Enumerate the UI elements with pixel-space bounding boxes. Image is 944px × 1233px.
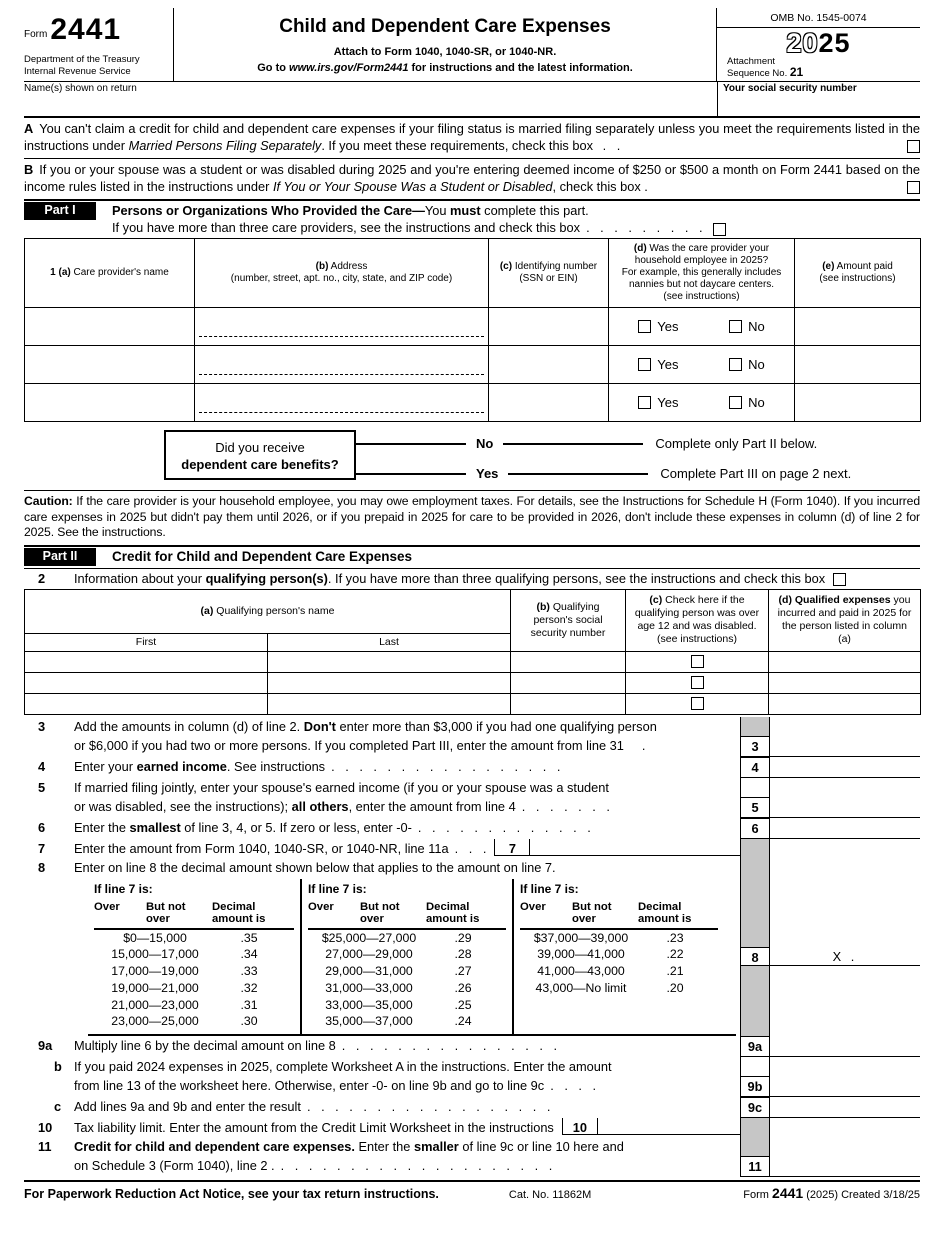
- line-8-box-strip: [740, 877, 770, 1037]
- form-number: 2441: [50, 13, 122, 46]
- part2-header: [24, 545, 920, 568]
- line-9a-amount-field[interactable]: [770, 1036, 920, 1057]
- benefits-question-box: Did you receive dependent care benefits?: [164, 430, 356, 480]
- caution-note: Caution: If the care provider is your household employee, you may owe employment taxes. For details, see the Instructions for Schedule H (Form 1040). If you incurred care expenses in 2025 but didn't pay them until 2026, or if you prepaid in 2025 for care to be provided in 2026, don't include these expenses in column (d) of line 2 for 2025. See the instructions.: [24, 490, 920, 545]
- col-over12-disabled: (c) Check here if the qualifying person was over age 12 and was disabled. (see instructions): [626, 589, 769, 651]
- first-name-field[interactable]: [25, 672, 268, 693]
- provider-amount-field[interactable]: [795, 346, 921, 384]
- col-address: (b) Address (number, street, apt. no., city, state, and ZIP code): [195, 239, 489, 308]
- first-name-field[interactable]: [25, 693, 268, 714]
- care-provider-table: [24, 238, 921, 422]
- last-name-label: Last: [268, 633, 511, 651]
- line-10-amount-field[interactable]: [598, 1118, 740, 1135]
- ssn-label: Your social security number: [723, 83, 857, 94]
- irs-url: www.irs.gov/Form2441: [289, 62, 409, 74]
- decimal-table-region: [24, 877, 920, 1037]
- line-5-number-box: 5: [740, 797, 770, 818]
- line-8-number-box: 8: [741, 947, 769, 966]
- qualifying-row-2: [25, 672, 921, 693]
- last-name-field[interactable]: [268, 672, 511, 693]
- qualifying-ssn-field[interactable]: [511, 651, 626, 672]
- provider-amount-field[interactable]: [795, 384, 921, 422]
- attachment-sequence: Attachment Sequence No. 21: [727, 56, 804, 79]
- provider-employee-choice: Yes No: [609, 308, 795, 346]
- line-7: 7 Enter the amount from Form 1040, 1040-SR, or 1040-NR, line 11a . . . 7: [24, 839, 920, 858]
- line-6: 6 Enter the smallest of line 3, 4, or 5. If zero or less, enter -0- . . . . . . . . . . . . . 6: [24, 818, 920, 839]
- line-10: 10 Tax liability limit. Enter the amount from the Credit Limit Worksheet in the instructions 10: [24, 1118, 920, 1137]
- checkbox-more-persons[interactable]: [833, 573, 846, 586]
- form-header: [24, 8, 920, 82]
- branch-yes: Yes Complete Part III on page 2 next.: [356, 466, 851, 481]
- provider-name-field[interactable]: [25, 346, 195, 384]
- provider-name-field[interactable]: [25, 384, 195, 422]
- line-5b: or was disabled, see the instructions); all others, enter the amount from line 4 . . . . . . . 5: [24, 797, 920, 818]
- qualifying-ssn-field[interactable]: [511, 693, 626, 714]
- provider-header-row: [25, 239, 921, 308]
- shaded-cell: [740, 858, 770, 877]
- line-9a-number-box: 9a: [740, 1036, 770, 1057]
- name-input-area[interactable]: [24, 82, 717, 116]
- qualified-expenses-field[interactable]: [769, 672, 921, 693]
- goto-instruction: Go to www.irs.gov/Form2441 for instructions and the latest information.: [257, 62, 633, 74]
- col-identifying-number: (c) Identifying number (SSN or EIN): [489, 239, 609, 308]
- line-8: 8 Enter on line 8 the decimal amount shown below that applies to the amount on line 7.: [24, 858, 920, 877]
- checkbox-no[interactable]: [729, 396, 742, 409]
- shaded-cell: [740, 1118, 770, 1137]
- line-10-number-box: 10: [562, 1118, 598, 1135]
- line-7-number-box: 7: [494, 839, 530, 856]
- qualified-expenses-field[interactable]: [769, 651, 921, 672]
- name-ssn-row: [24, 82, 920, 118]
- catalog-number: Cat. No. 11862M: [508, 1189, 592, 1202]
- first-name-label: First: [25, 633, 268, 651]
- checkbox-a[interactable]: [907, 140, 920, 153]
- qualifying-row-1: [25, 651, 921, 672]
- checkbox-yes[interactable]: [638, 396, 651, 409]
- provider-address-field[interactable]: [195, 346, 489, 384]
- part2-label: Part II: [24, 548, 96, 566]
- decimal-group-1: If line 7 is: Over But not over Decimal amount is $0—15,000 .35 15,000—17,000 .34 17,000—19,000 .33 19,000—21,000 .32 21,000—23,000 .31 23,000—25,000 .30: [88, 879, 300, 1035]
- page-footer: [24, 1180, 920, 1203]
- paperwork-notice: For Paperwork Reduction Act Notice, see your tax return instructions.: [24, 1187, 439, 1202]
- col-amount-paid: (e) Amount paid (see instructions): [795, 239, 921, 308]
- col-qualifying-name: (a) Qualifying person's name: [25, 589, 511, 633]
- col-household-employee: (d) Was the care provider your household employee in 2025? For example, this generally includes nannies but not daycare centers. (see instructions): [609, 239, 795, 308]
- line-9b2: from line 13 of the worksheet here. Otherwise, enter -0- on line 9b and go to line 9c . . . . 9b: [24, 1076, 920, 1097]
- notice-b: B If you or your spouse was a student or was disabled during 2025 and you're entering deemed income of $250 or $500 a month on Form 2441 based on the income rules listed in the instructions under If You or Your Spouse Was a Student or Disabled, check this box .: [24, 162, 920, 194]
- line-9b-amount-field[interactable]: [770, 1076, 920, 1097]
- checkbox-yes[interactable]: [638, 320, 651, 333]
- omb-number: OMB No. 1545-0074: [717, 8, 920, 28]
- line-3b: or $6,000 if you had two or more persons. If you completed Part III, enter the amount from line 31 . 3: [24, 736, 920, 757]
- col-qualified-expenses: (d) Qualified expenses you incurred and paid in 2025 for the person listed in column (a): [769, 589, 921, 651]
- last-name-field[interactable]: [268, 651, 511, 672]
- line-8-amount-strip: [770, 877, 920, 1037]
- line-6-number-box: 6: [740, 818, 770, 839]
- form-title-block: [174, 8, 717, 81]
- line-4-amount-field[interactable]: [770, 757, 920, 778]
- col-provider-name: 1 (a) Care provider's name: [25, 239, 195, 308]
- part1-header: [24, 199, 920, 238]
- form-footer-id: Form 2441 (2025) Created 3/18/25: [743, 1185, 920, 1202]
- provider-row-2: [25, 346, 921, 384]
- checkbox-no[interactable]: [729, 320, 742, 333]
- provider-employee-choice: Yes No: [609, 384, 795, 422]
- provider-employee-choice: Yes No: [609, 346, 795, 384]
- provider-amount-field[interactable]: [795, 308, 921, 346]
- part1-label: Part I: [24, 202, 96, 220]
- part1-title: Persons or Organizations Who Provided the Care—You must complete this part. If you have more than three care providers, see the instructions and check this box . . . . . . . . .: [96, 202, 920, 236]
- line-9b-number-box: 9b: [740, 1076, 770, 1097]
- line-4: 4 Enter your earned income. See instructions . . . . . . . . . . . . . . . . . 4: [24, 757, 920, 778]
- provider-id-field[interactable]: [489, 308, 609, 346]
- qualifying-row-3: [25, 693, 921, 714]
- branch-no: No Complete only Part II below.: [356, 436, 817, 451]
- line-6-amount-field[interactable]: [770, 818, 920, 839]
- notice-a: A You can't claim a credit for child and dependent care expenses if your filing status is married filing separately unless you meet the requirements listed in the instructions under Married Persons Filing Separately. If you meet these requirements, check this box . .: [24, 118, 920, 159]
- provider-row-1: [25, 308, 921, 346]
- first-name-field[interactable]: [25, 651, 268, 672]
- checkbox-disabled[interactable]: [691, 655, 704, 668]
- line-3-amount-field[interactable]: [770, 736, 920, 757]
- shaded-cell: [740, 1137, 770, 1156]
- checkbox-no[interactable]: [729, 358, 742, 371]
- tax-year: 2025: [786, 28, 851, 58]
- line-4-number-box: 4: [740, 757, 770, 778]
- line-9c-amount-field[interactable]: [770, 1097, 920, 1118]
- line-11-number-box: 11: [740, 1156, 770, 1177]
- shaded-cell: [740, 839, 770, 858]
- checkbox-disabled[interactable]: [691, 676, 704, 689]
- checkbox-yes[interactable]: [638, 358, 651, 371]
- line-9a: 9a Multiply line 6 by the decimal amount on line 8 . . . . . . . . . . . . . . . . 9a: [24, 1036, 920, 1057]
- part2-title: Credit for Child and Dependent Care Expenses: [112, 548, 413, 564]
- qualifying-persons-table: [24, 589, 921, 715]
- checkbox-disabled[interactable]: [691, 697, 704, 710]
- decimal-group-3: If line 7 is: Over But not over Decimal amount is $37,000—39,000 .23 39,000—41,000 .22 41,000—43,000 .21 43,000—No limit .20: [512, 879, 724, 1035]
- line-9c: c Add lines 9a and 9b and enter the result . . . . . . . . . . . . . . . . . . 9c: [24, 1097, 920, 1118]
- line-9b: b If you paid 2024 expenses in 2025, complete Worksheet A in the instructions. Enter the amount: [24, 1057, 920, 1076]
- provider-address-field[interactable]: [195, 308, 489, 346]
- line-9c-number-box: 9c: [740, 1097, 770, 1118]
- provider-row-3: [25, 384, 921, 422]
- line-5-amount-field[interactable]: [770, 797, 920, 818]
- line-3: 3 Add the amounts in column (d) of line 2. Don't enter more than $3,000 if you had one qualifying person: [24, 717, 920, 736]
- line-7-amount-field[interactable]: [530, 839, 740, 856]
- provider-id-field[interactable]: [489, 346, 609, 384]
- attach-instruction: Attach to Form 1040, 1040-SR, or 1040-NR.: [333, 46, 557, 58]
- form-word: Form: [24, 29, 48, 40]
- line-11b: on Schedule 3 (Form 1040), line 2 . . . . . . . . . . . . . . . . . . . . . 11: [24, 1156, 920, 1177]
- checkbox-more-providers[interactable]: [713, 223, 726, 236]
- qualifying-ssn-field[interactable]: [511, 672, 626, 693]
- page-title: Child and Dependent Care Expenses: [279, 16, 611, 37]
- shaded-cell: [740, 717, 770, 736]
- benefits-flowchart: [24, 422, 920, 490]
- checkbox-b[interactable]: [907, 181, 920, 194]
- col-qualifying-ssn: (b) Qualifying person's social security number: [511, 589, 626, 651]
- line-5: 5 If married filing jointly, enter your spouse's earned income (if you or your spouse was a student: [24, 778, 920, 797]
- provider-id-field[interactable]: [489, 384, 609, 422]
- omb-block: [717, 8, 920, 81]
- irs: Internal Revenue Service: [24, 65, 131, 77]
- ssn-input-area[interactable]: [717, 82, 920, 116]
- line-2-intro: 2 Information about your qualifying person(s). If you have more than three qualifying persons, see the instructions and check this box: [24, 568, 920, 589]
- dept-treasury: Department of the Treasury: [24, 54, 140, 65]
- name-label: Name(s) shown on return: [24, 83, 137, 94]
- last-name-field[interactable]: [268, 693, 511, 714]
- provider-address-field[interactable]: [195, 384, 489, 422]
- provider-name-field[interactable]: [25, 308, 195, 346]
- line-11: 11 Credit for child and dependent care expenses. Enter the smaller of line 9c or line 10 here and: [24, 1137, 920, 1156]
- line-3-number-box: 3: [740, 736, 770, 757]
- form-id-block: [24, 8, 174, 81]
- line-8-amount-field[interactable]: X .: [770, 947, 920, 966]
- decimal-group-2: If line 7 is: Over But not over Decimal amount is $25,000—27,000 .29 27,000—29,000 .28 29,000—31,000 .27 31,000—33,000 .26 33,000—35,000 .25 35,000—37,000 .24: [300, 879, 512, 1035]
- line-11-amount-field[interactable]: [770, 1156, 920, 1177]
- decimal-amount-table: [88, 879, 736, 1037]
- qualified-expenses-field[interactable]: [769, 693, 921, 714]
